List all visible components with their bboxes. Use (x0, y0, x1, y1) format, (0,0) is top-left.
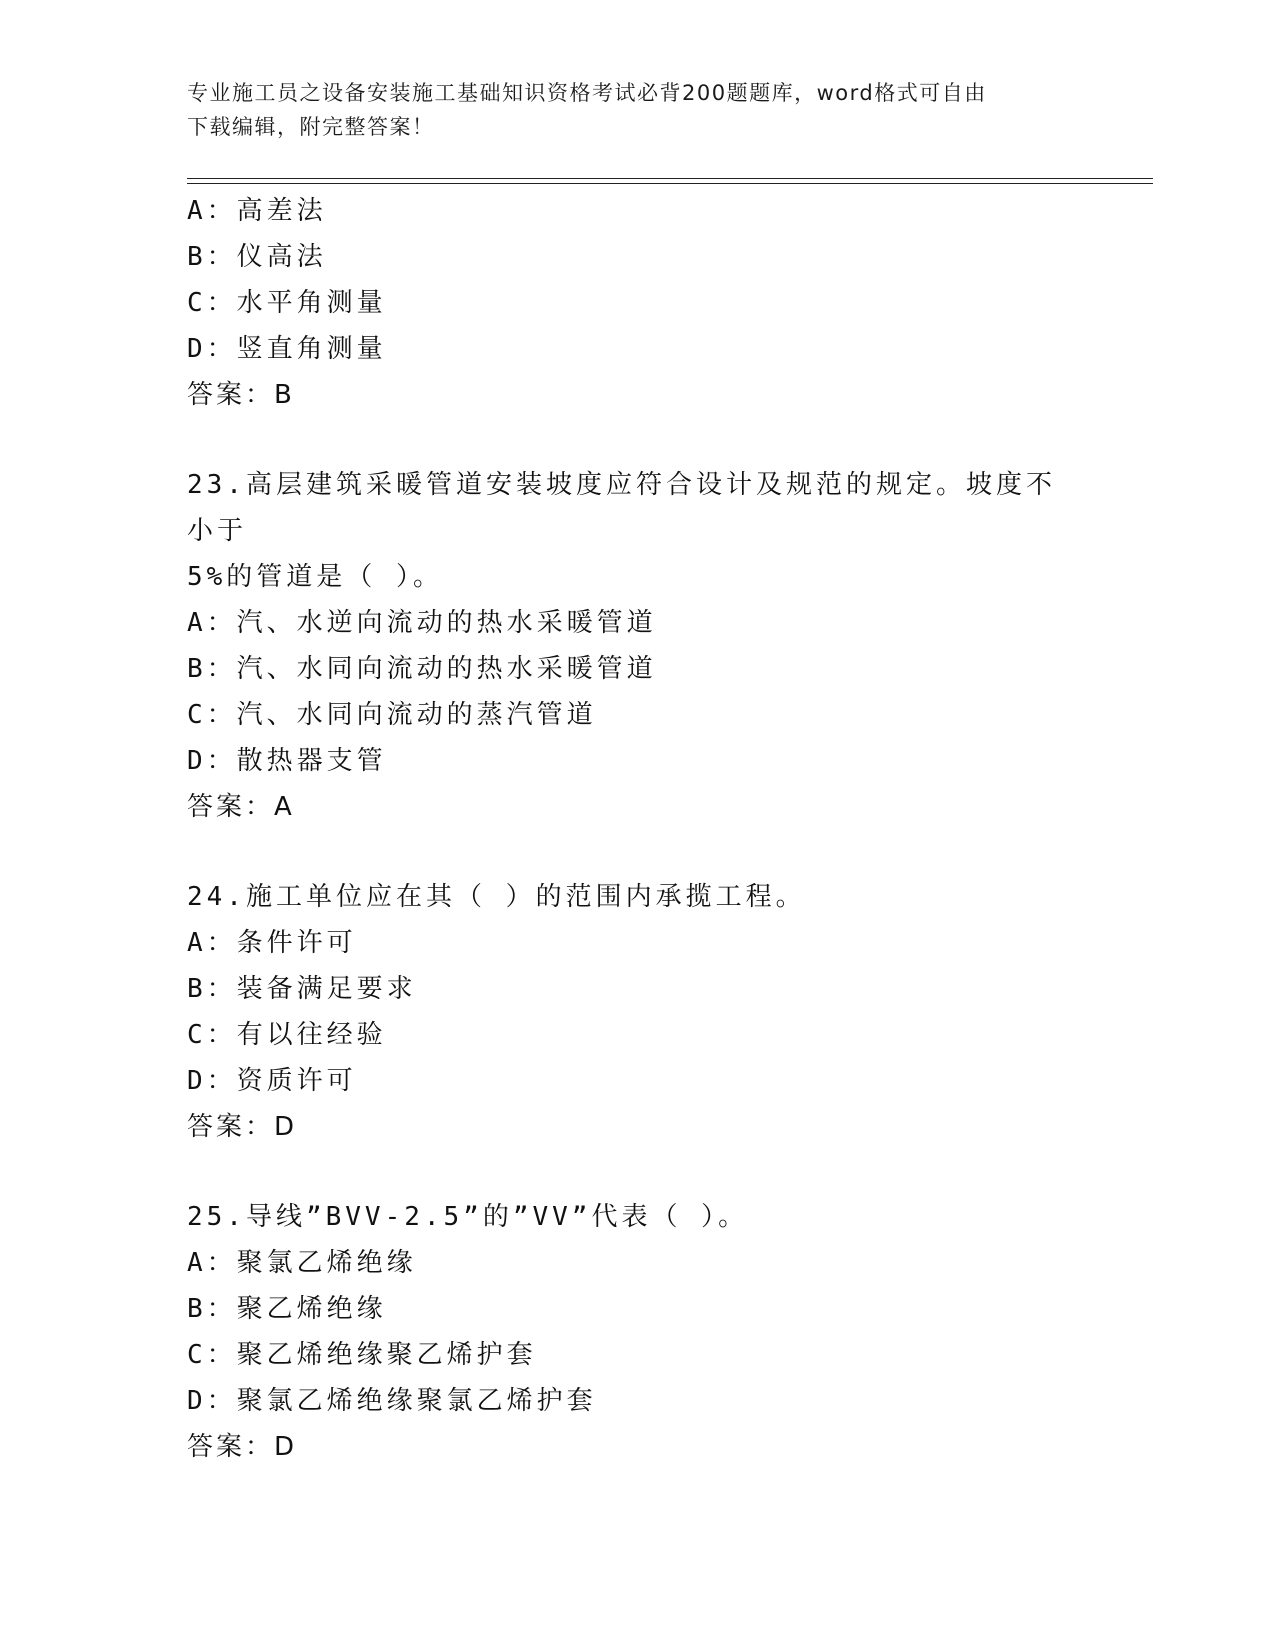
option-a: A：条件许可 (187, 928, 357, 958)
previous-question-block (187, 188, 1087, 418)
answer-line: 答案：D (187, 1432, 298, 1462)
option-d: D：聚氯乙烯绝缘聚氯乙烯护套 (187, 1386, 597, 1416)
answer-line: 答案：B (187, 380, 295, 410)
option-c: C：有以往经验 (187, 1020, 387, 1050)
option-d: D：资质许可 (187, 1066, 357, 1096)
question-text-line-1: 25.导线”BVV-2.5”的”VV”代表（ ）。 (187, 1202, 749, 1232)
question-24 (187, 874, 1087, 1150)
answer-line: 答案：A (187, 792, 295, 822)
option-c: C：水平角测量 (187, 288, 387, 318)
header-line-2: 下载编辑，附完整答案！ (187, 115, 435, 139)
question-25 (187, 1194, 1087, 1470)
option-c: C：汽、水同向流动的蒸汽管道 (187, 700, 597, 730)
option-b: B：仪高法 (187, 242, 327, 272)
option-d: D：散热器支管 (187, 746, 387, 776)
answer-line: 答案：D (187, 1112, 298, 1142)
question-text-line-2: 5%的管道是（ ）。 (187, 562, 443, 592)
option-d: D：竖直角测量 (187, 334, 387, 364)
option-b: B：汽、水同向流动的热水采暖管道 (187, 654, 657, 684)
option-c: C：聚乙烯绝缘聚乙烯护套 (187, 1340, 537, 1370)
option-b: B：装备满足要求 (187, 974, 417, 1004)
question-text-line-1: 24.施工单位应在其（ ）的范围内承揽工程。 (187, 882, 806, 912)
option-b: B：聚乙烯绝缘 (187, 1294, 387, 1324)
document-header (187, 76, 1087, 144)
document-body (187, 188, 1087, 1470)
option-a: A：高差法 (187, 196, 327, 226)
question-text-line-1: 23.高层建筑采暖管道安装坡度应符合设计及规范的规定。坡度不小于 (187, 470, 1056, 546)
header-line-1: 专业施工员之设备安装施工基础知识资格考试必背200题题库，word格式可自由 (187, 81, 987, 105)
question-23 (187, 462, 1087, 830)
option-a: A：聚氯乙烯绝缘 (187, 1248, 417, 1278)
header-divider (187, 178, 1153, 184)
option-a: A：汽、水逆向流动的热水采暖管道 (187, 608, 657, 638)
